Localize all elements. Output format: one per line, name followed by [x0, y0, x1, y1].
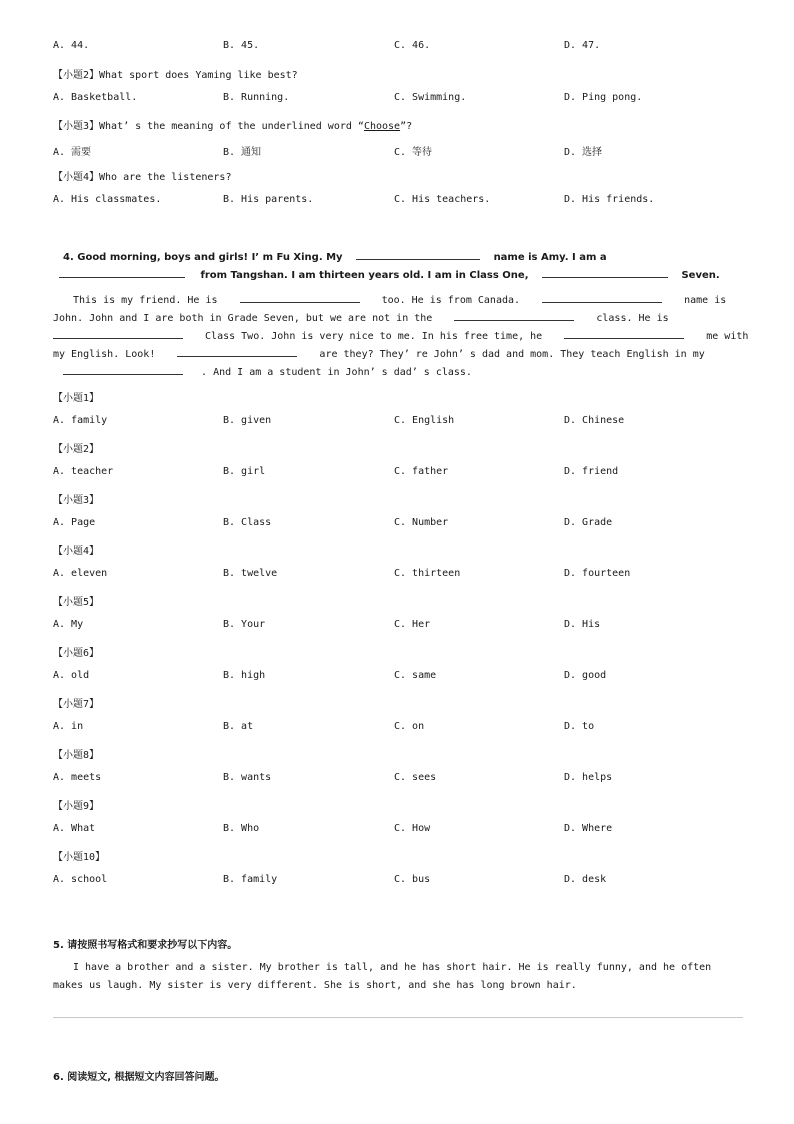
answer-blank-5[interactable]: [542, 292, 662, 303]
q3-options: [53, 143, 743, 157]
cloze-text: too. He is from Canada.: [381, 295, 521, 306]
answer-blank-6[interactable]: [454, 310, 574, 321]
sub-question-options: [53, 823, 743, 837]
option-d: D. helps: [564, 772, 613, 783]
sub-question-options: [53, 772, 743, 786]
option-b: B. Your: [223, 619, 266, 630]
q2-question: 【小题2】What sport does Yaming like best?: [53, 70, 298, 81]
option-a: A. His classmates.: [53, 194, 162, 205]
cloze-line-7: [63, 364, 472, 378]
sub-question-options: [53, 670, 743, 684]
option-b: B. given: [223, 415, 272, 426]
cloze-text: Seven.: [681, 270, 720, 281]
option-b: B. Class: [223, 517, 272, 528]
option-a: A. old: [53, 670, 90, 681]
option-b: B. 45.: [223, 40, 260, 51]
option-d: D. good: [564, 670, 607, 681]
option-d: D. His: [564, 619, 601, 630]
option-b: B. 通知: [223, 147, 262, 158]
q4-options: [53, 194, 743, 208]
sub-question-label: 【小题7】: [53, 699, 100, 710]
option-a: A. family: [53, 415, 108, 426]
copy-text-line-2: makes us laugh. My sister is very different. She is short, and she has long brown hair.: [53, 980, 577, 991]
cloze-line-6: [53, 346, 705, 360]
option-c: C. on: [394, 721, 425, 732]
cloze-text: John. John and I are both in Grade Seven, but we are not in the: [53, 313, 433, 324]
sub-question-options: [53, 415, 743, 429]
sub-question-label: 【小题2】: [53, 444, 100, 455]
sub-question-label: 【小题1】: [53, 393, 100, 404]
option-a: A. Basketball.: [53, 92, 138, 103]
option-a: A. Page: [53, 517, 96, 528]
cloze-text: Class Two. John is very nice to me. In his free time, he: [205, 331, 543, 342]
sub-question-options: [53, 721, 743, 735]
sub-question-options: [53, 517, 743, 531]
cloze-text: This is my friend. He is: [73, 295, 218, 306]
option-d: D. Ping pong.: [564, 92, 643, 103]
q3-question-end: ”?: [400, 121, 413, 132]
q2-options: [53, 92, 743, 106]
answer-blank-1[interactable]: [356, 249, 480, 260]
option-d: D. Grade: [564, 517, 613, 528]
option-a: A. eleven: [53, 568, 108, 579]
option-c: C. same: [394, 670, 437, 681]
cloze-line-3: [73, 292, 726, 306]
sub-question-options: [53, 619, 743, 633]
option-c: C. His teachers.: [394, 194, 491, 205]
option-c: C. bus: [394, 874, 431, 885]
sub-question-label: 【小题8】: [53, 750, 100, 761]
option-c: C. How: [394, 823, 431, 834]
cloze-text: class. He is: [596, 313, 669, 324]
cloze-text: are they? They’ re John’ s dad and mom. They teach English in my: [319, 349, 705, 360]
option-c: C. English: [394, 415, 455, 426]
section-6-title: 6. 阅读短文, 根据短文内容回答问题。: [53, 1072, 225, 1083]
option-a: A. 需要: [53, 147, 92, 158]
option-d: D. desk: [564, 874, 607, 885]
sub-question-label: 【小题4】: [53, 546, 100, 557]
answer-blank-10[interactable]: [63, 364, 183, 375]
option-a: A. in: [53, 721, 84, 732]
sub-question-label: 【小题6】: [53, 648, 100, 659]
option-b: B. high: [223, 670, 266, 681]
sub-question-label: 【小题10】: [53, 852, 106, 863]
option-a: A. What: [53, 823, 96, 834]
cloze-text: name is: [684, 295, 727, 306]
answer-blank-3[interactable]: [542, 267, 668, 278]
option-d: D. 47.: [564, 40, 601, 51]
option-b: B. family: [223, 874, 278, 885]
q3-question-text: 【小题3】What’ s the meaning of the underlined word “: [53, 121, 364, 132]
option-c: C. Number: [394, 517, 449, 528]
option-c: C. 等待: [394, 147, 433, 158]
cloze-line-2: [59, 267, 720, 281]
writing-line[interactable]: [53, 1017, 743, 1018]
answer-blank-4[interactable]: [240, 292, 360, 303]
cloze-text: . And I am a student in John’ s dad’ s class.: [201, 367, 472, 378]
sub-question-options: [53, 568, 743, 582]
option-d: D. Chinese: [564, 415, 625, 426]
option-b: B. twelve: [223, 568, 278, 579]
answer-blank-9[interactable]: [177, 346, 297, 357]
q1-options: [53, 40, 743, 54]
copy-text-line-1: I have a brother and a sister. My brother is tall, and he has short hair. He is really funny, and he often: [73, 962, 712, 973]
option-a: A. My: [53, 619, 84, 630]
option-b: B. Running.: [223, 92, 290, 103]
option-c: C. Swimming.: [394, 92, 467, 103]
answer-blank-8[interactable]: [564, 328, 684, 339]
q4-question: 【小题4】Who are the listeners?: [53, 172, 232, 183]
cloze-text: 4. Good morning, boys and girls! I’ m Fu Xing. My: [63, 252, 343, 263]
option-b: B. His parents.: [223, 194, 314, 205]
cloze-line-5: [53, 328, 748, 342]
underlined-word: Choose: [363, 121, 401, 132]
sub-question-options: [53, 874, 743, 888]
option-c: C. thirteen: [394, 568, 461, 579]
answer-blank-7[interactable]: [53, 328, 183, 339]
cloze-line-4: [53, 310, 669, 324]
cloze-text: from Tangshan. I am thirteen years old. I am in Class One,: [200, 270, 529, 281]
sub-question-label: 【小题5】: [53, 597, 100, 608]
sub-question-label: 【小题9】: [53, 801, 100, 812]
option-d: D. 选择: [564, 147, 603, 158]
option-c: C. 46.: [394, 40, 431, 51]
q3-question: [53, 117, 412, 132]
cloze-text: my English. Look!: [53, 349, 156, 360]
option-c: C. sees: [394, 772, 437, 783]
option-d: D. fourteen: [564, 568, 631, 579]
option-c: C. father: [394, 466, 449, 477]
option-c: C. Her: [394, 619, 431, 630]
sub-question-options: [53, 466, 743, 480]
option-b: B. at: [223, 721, 254, 732]
option-a: A. school: [53, 874, 108, 885]
cloze-line-1: [63, 249, 607, 263]
option-b: B. Who: [223, 823, 260, 834]
option-a: A. 44.: [53, 40, 90, 51]
answer-blank-2[interactable]: [59, 267, 185, 278]
option-b: B. girl: [223, 466, 266, 477]
cloze-text: me with: [706, 331, 749, 342]
option-d: D. His friends.: [564, 194, 655, 205]
cloze-text: name is Amy. I am a: [493, 252, 607, 263]
option-a: A. teacher: [53, 466, 114, 477]
option-b: B. wants: [223, 772, 272, 783]
option-d: D. friend: [564, 466, 619, 477]
sub-question-label: 【小题3】: [53, 495, 100, 506]
option-d: D. to: [564, 721, 595, 732]
section-5-title: 5. 请按照书写格式和要求抄写以下内容。: [53, 940, 238, 951]
option-d: D. Where: [564, 823, 613, 834]
option-a: A. meets: [53, 772, 102, 783]
